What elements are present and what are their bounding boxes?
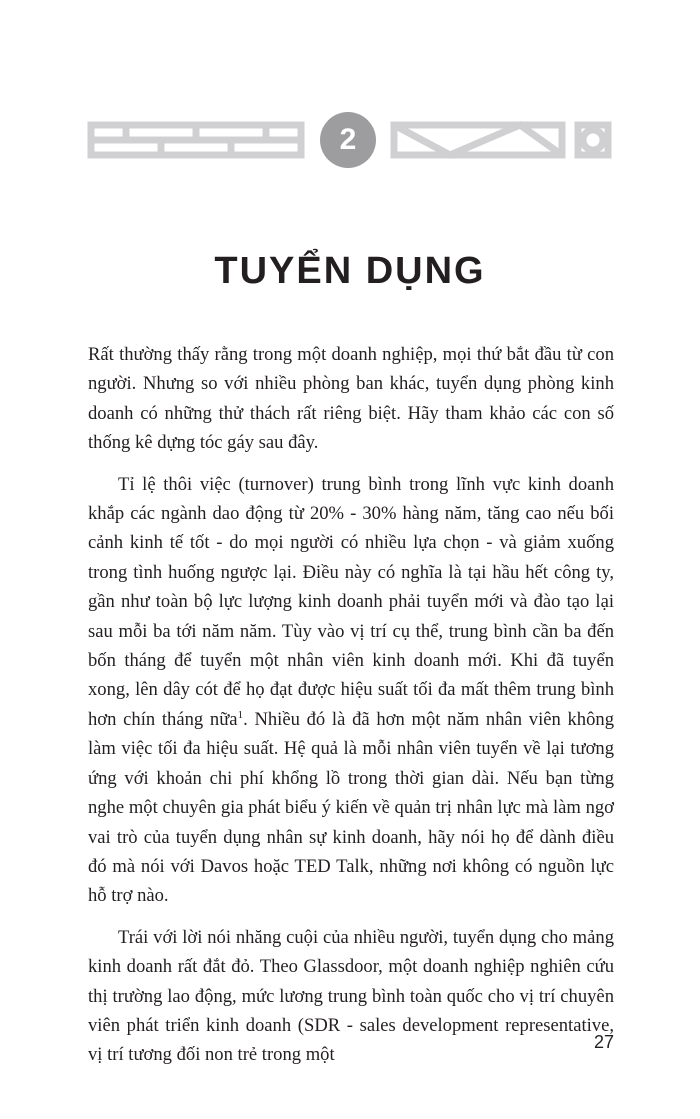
body-text [88, 340, 614, 1082]
page-number: 27 [593, 1032, 614, 1052]
paragraph: Trái với lời nói nhăng cuội của nhiều người, tuyển dụng cho mảng kinh doanh rất đắt đỏ. Theo Glassdoor, một doanh nghiệp nghiên cứu thị trường lao động, mức lương trung bình toàn quốc cho vị trí chuyên viên phát triển kinh doanh (SDR - sales development representative, vị trí tương đối non trẻ trong một [88, 926, 614, 1066]
paragraph-text: . Nhiều đó là đã hơn một năm nhân viên không làm việc tối đa hiệu suất. Hệ quả là mỗi nhân viên tuyển về lại tương ứng với khoản chi phí khổng lồ trong thời gian dài. Nếu bạn từng nghe một chuyên gia phát biểu ý kiến về quản trị nhân lực mà làm ngơ vai trò của tuyển dụng nhân sự kinh doanh, hãy nói họ để dành điều đó mà nói với Davos hoặc TED Talk, những nơi không có nguồn lực hỗ trợ nào. [88, 708, 614, 907]
paragraph [88, 470, 614, 911]
paragraph: Rất thường thấy rằng trong một doanh nghiệp, mọi thứ bắt đầu từ con người. Nhưng so với nhiều phòng ban khác, tuyển dụng phòng kinh doanh có những thử thách rất riêng biệt. Hãy tham khảo các con số thống kê dựng tóc gáy sau đây. [88, 344, 614, 454]
right-zigzag-ornament [394, 125, 562, 155]
chapter-title: TUYỂN DỤNG [214, 250, 486, 292]
chapter-number-badge: 2 [320, 112, 376, 168]
left-lattice-ornament [91, 125, 301, 155]
footnote-marker: 1 [237, 708, 244, 721]
square-circle-ornament [578, 125, 608, 155]
paragraph-text: Tỉ lệ thôi việc (turnover) trung bình trong lĩnh vực kinh doanh khắp các ngành dao động từ 20% - 30% hàng năm, tăng cao nếu bối cảnh kinh tế tốt - do mọi người có nhiều lựa chọn - và giảm xuống trong tình huống ngược lại. Điều này có nghĩa là tại hầu hết công ty, gần như toàn bộ lực lượng kinh doanh phải tuyển mới và đào tạo lại sau mỗi ba tới năm năm. Tùy vào vị trí cụ thể, trung bình cần ba đến bốn tháng để tuyển một nhân viên kinh doanh mới. Khi đã tuyển xong, lên dây cót để họ đạt được hiệu suất tối đa mất thêm trung bình hơn chín tháng nữa [88, 473, 614, 730]
